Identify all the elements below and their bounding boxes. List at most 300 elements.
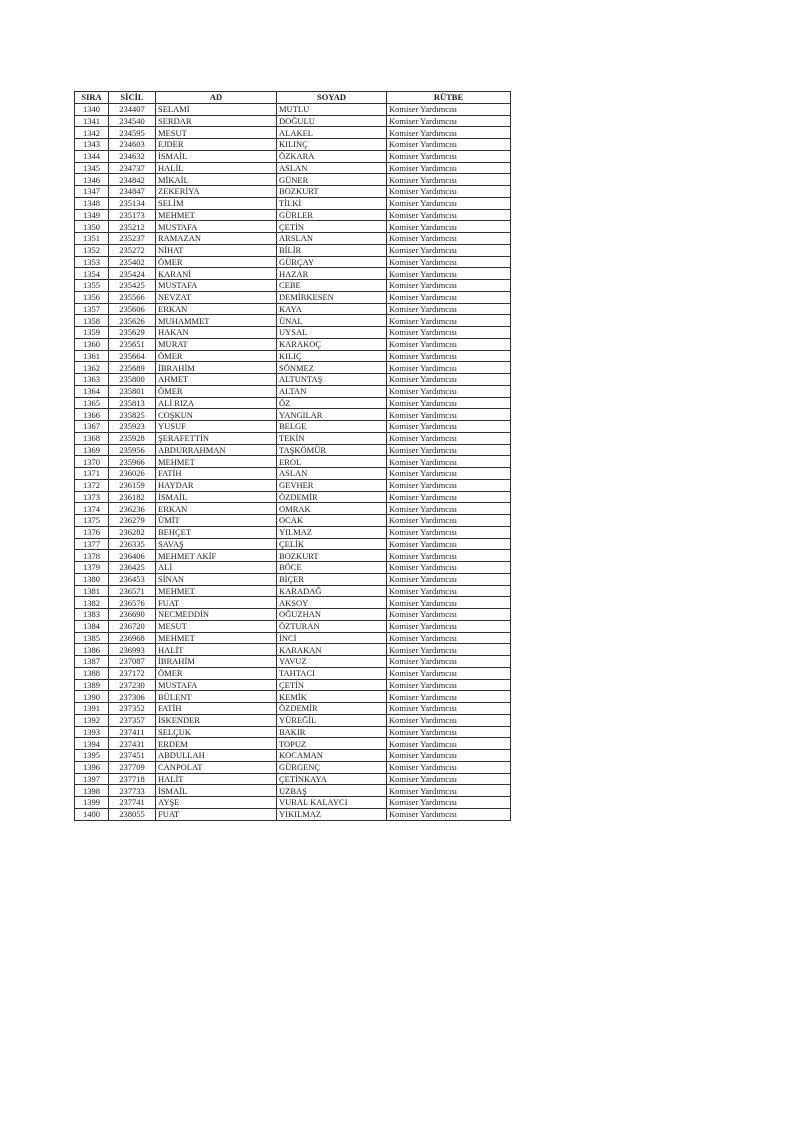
- table-row: [75, 679, 511, 691]
- cell-sira: 1360: [75, 338, 109, 350]
- table-row: [75, 761, 511, 773]
- cell-rutbe: Komiser Yardımcısı: [387, 268, 511, 280]
- table-row: [75, 409, 511, 421]
- cell-soyad: UYSAL: [277, 327, 387, 339]
- table-row: [75, 280, 511, 292]
- cell-sicil: 235800: [109, 374, 156, 386]
- cell-sicil: 235212: [109, 221, 156, 233]
- table-row: [75, 808, 511, 820]
- cell-sira: 1379: [75, 562, 109, 574]
- cell-sicil: 238055: [109, 808, 156, 820]
- table-row: [75, 303, 511, 315]
- cell-rutbe: Komiser Yardımcısı: [387, 644, 511, 656]
- table-header: [75, 92, 511, 104]
- cell-sicil: 235664: [109, 350, 156, 362]
- cell-rutbe: Komiser Yardımcısı: [387, 362, 511, 374]
- cell-sira: 1355: [75, 280, 109, 292]
- cell-soyad: TAŞKÖMÜR: [277, 444, 387, 456]
- cell-sicil: 235813: [109, 397, 156, 409]
- cell-ad: FATİH: [156, 468, 277, 480]
- cell-soyad: BELGE: [277, 421, 387, 433]
- cell-ad: MEHMET: [156, 456, 277, 468]
- cell-ad: ABDURRAHMAN: [156, 444, 277, 456]
- cell-rutbe: Komiser Yardımcısı: [387, 174, 511, 186]
- cell-rutbe: Komiser Yardımcısı: [387, 573, 511, 585]
- cell-soyad: ASLAN: [277, 162, 387, 174]
- table-row: [75, 597, 511, 609]
- cell-rutbe: Komiser Yardımcısı: [387, 550, 511, 562]
- cell-sicil: 236576: [109, 597, 156, 609]
- cell-soyad: TAHTACI: [277, 667, 387, 679]
- cell-ad: HALİT: [156, 773, 277, 785]
- table-row: [75, 421, 511, 433]
- cell-ad: İBRAHİM: [156, 656, 277, 668]
- cell-sira: 1400: [75, 808, 109, 820]
- table-row: [75, 397, 511, 409]
- cell-sicil: 236720: [109, 620, 156, 632]
- table-row: [75, 703, 511, 715]
- table-row: [75, 209, 511, 221]
- cell-sicil: 235424: [109, 268, 156, 280]
- table-row: [75, 327, 511, 339]
- table-row: [75, 291, 511, 303]
- cell-rutbe: Komiser Yardımcısı: [387, 421, 511, 433]
- cell-ad: KARANİ: [156, 268, 277, 280]
- cell-rutbe: Komiser Yardımcısı: [387, 526, 511, 538]
- cell-ad: HALİL: [156, 162, 277, 174]
- table-row: [75, 573, 511, 585]
- cell-sira: 1382: [75, 597, 109, 609]
- cell-sira: 1385: [75, 632, 109, 644]
- cell-rutbe: Komiser Yardımcısı: [387, 703, 511, 715]
- cell-sira: 1381: [75, 585, 109, 597]
- cell-soyad: ÖZDEMİR: [277, 491, 387, 503]
- cell-sicil: 237352: [109, 703, 156, 715]
- table-row: [75, 127, 511, 139]
- cell-rutbe: Komiser Yardımcısı: [387, 797, 511, 809]
- cell-soyad: ÇELİK: [277, 538, 387, 550]
- cell-sicil: 234540: [109, 115, 156, 127]
- cell-sicil: 237431: [109, 738, 156, 750]
- table-row: [75, 632, 511, 644]
- cell-sira: 1386: [75, 644, 109, 656]
- cell-rutbe: Komiser Yardımcısı: [387, 691, 511, 703]
- cell-sicil: 235237: [109, 233, 156, 245]
- cell-sicil: 235825: [109, 409, 156, 421]
- cell-sicil: 234842: [109, 174, 156, 186]
- table-row: [75, 256, 511, 268]
- cell-soyad: TEKİN: [277, 432, 387, 444]
- cell-sicil: 237741: [109, 797, 156, 809]
- table-row: [75, 503, 511, 515]
- cell-ad: ŞERAFETTİN: [156, 432, 277, 444]
- cell-soyad: KILINÇ: [277, 139, 387, 151]
- cell-rutbe: Komiser Yardımcısı: [387, 456, 511, 468]
- table-row: [75, 150, 511, 162]
- cell-ad: NİHAT: [156, 244, 277, 256]
- cell-sicil: 236026: [109, 468, 156, 480]
- cell-soyad: YANGILAR: [277, 409, 387, 421]
- table-row: [75, 103, 511, 115]
- cell-ad: İSMAİL: [156, 785, 277, 797]
- cell-sicil: 235966: [109, 456, 156, 468]
- cell-ad: NEVZAT: [156, 291, 277, 303]
- cell-sicil: 235801: [109, 385, 156, 397]
- cell-sira: 1354: [75, 268, 109, 280]
- cell-rutbe: Komiser Yardımcısı: [387, 562, 511, 574]
- cell-ad: COŞKUN: [156, 409, 277, 421]
- cell-rutbe: Komiser Yardımcısı: [387, 244, 511, 256]
- cell-sira: 1380: [75, 573, 109, 585]
- cell-rutbe: Komiser Yardımcısı: [387, 139, 511, 151]
- cell-rutbe: Komiser Yardımcısı: [387, 303, 511, 315]
- cell-rutbe: Komiser Yardımcısı: [387, 350, 511, 362]
- table-body: [75, 103, 511, 820]
- table-row: [75, 609, 511, 621]
- cell-soyad: GÜRGENÇ: [277, 761, 387, 773]
- table-row: [75, 197, 511, 209]
- cell-sira: 1345: [75, 162, 109, 174]
- cell-ad: İSMAİL: [156, 491, 277, 503]
- cell-sicil: 235606: [109, 303, 156, 315]
- cell-soyad: AKSOY: [277, 597, 387, 609]
- table-row: [75, 785, 511, 797]
- cell-rutbe: Komiser Yardımcısı: [387, 585, 511, 597]
- table-row: [75, 479, 511, 491]
- cell-sicil: 235928: [109, 432, 156, 444]
- cell-ad: MESUT: [156, 127, 277, 139]
- cell-sicil: 236279: [109, 515, 156, 527]
- cell-sira: 1376: [75, 526, 109, 538]
- cell-rutbe: Komiser Yardımcısı: [387, 186, 511, 198]
- cell-sira: 1359: [75, 327, 109, 339]
- cell-soyad: ASLAN: [277, 468, 387, 480]
- cell-sicil: 236236: [109, 503, 156, 515]
- cell-rutbe: Komiser Yardımcısı: [387, 397, 511, 409]
- cell-rutbe: Komiser Yardımcısı: [387, 785, 511, 797]
- cell-soyad: İNCİ: [277, 632, 387, 644]
- cell-rutbe: Komiser Yardımcısı: [387, 714, 511, 726]
- cell-ad: NECMEDDİN: [156, 609, 277, 621]
- table-row: [75, 468, 511, 480]
- header-sicil: SİCİL: [109, 92, 156, 104]
- cell-rutbe: Komiser Yardımcısı: [387, 291, 511, 303]
- table-row: [75, 797, 511, 809]
- cell-sira: 1397: [75, 773, 109, 785]
- cell-sicil: 234632: [109, 150, 156, 162]
- cell-soyad: YÜREĞİL: [277, 714, 387, 726]
- cell-rutbe: Komiser Yardımcısı: [387, 515, 511, 527]
- cell-rutbe: Komiser Yardımcısı: [387, 808, 511, 820]
- cell-ad: BEHÇET: [156, 526, 277, 538]
- cell-rutbe: Komiser Yardımcısı: [387, 479, 511, 491]
- cell-soyad: ALAKEL: [277, 127, 387, 139]
- cell-soyad: OMRAK: [277, 503, 387, 515]
- cell-ad: ÖMER: [156, 385, 277, 397]
- cell-rutbe: Komiser Yardımcısı: [387, 127, 511, 139]
- cell-soyad: ÇETİN: [277, 221, 387, 233]
- cell-ad: ALİ: [156, 562, 277, 574]
- cell-rutbe: Komiser Yardımcısı: [387, 620, 511, 632]
- cell-ad: AHMET: [156, 374, 277, 386]
- cell-soyad: DEMİRKESEN: [277, 291, 387, 303]
- cell-soyad: YAVUZ: [277, 656, 387, 668]
- cell-sicil: 236182: [109, 491, 156, 503]
- cell-rutbe: Komiser Yardımcısı: [387, 761, 511, 773]
- cell-soyad: OĞUZHAN: [277, 609, 387, 621]
- cell-ad: MUSTAFA: [156, 679, 277, 691]
- cell-sira: 1363: [75, 374, 109, 386]
- table-row: [75, 726, 511, 738]
- cell-sira: 1348: [75, 197, 109, 209]
- cell-sicil: 237306: [109, 691, 156, 703]
- cell-soyad: UZBAŞ: [277, 785, 387, 797]
- cell-sira: 1384: [75, 620, 109, 632]
- cell-soyad: ÖZKARA: [277, 150, 387, 162]
- cell-sira: 1395: [75, 750, 109, 762]
- cell-soyad: ALTUNTAŞ: [277, 374, 387, 386]
- cell-ad: MUHAMMET: [156, 315, 277, 327]
- cell-rutbe: Komiser Yardımcısı: [387, 538, 511, 550]
- cell-ad: HAYDAR: [156, 479, 277, 491]
- cell-sira: 1373: [75, 491, 109, 503]
- cell-ad: AYŞE: [156, 797, 277, 809]
- cell-ad: İSKENDER: [156, 714, 277, 726]
- cell-ad: ÖMER: [156, 350, 277, 362]
- cell-ad: MUSTAFA: [156, 221, 277, 233]
- table-row: [75, 620, 511, 632]
- cell-ad: ALİ RIZA: [156, 397, 277, 409]
- cell-sicil: 235425: [109, 280, 156, 292]
- cell-rutbe: Komiser Yardımcısı: [387, 221, 511, 233]
- cell-ad: MEHMET: [156, 585, 277, 597]
- cell-rutbe: Komiser Yardımcısı: [387, 679, 511, 691]
- cell-sira: 1349: [75, 209, 109, 221]
- cell-rutbe: Komiser Yardımcısı: [387, 409, 511, 421]
- cell-sicil: 235626: [109, 315, 156, 327]
- cell-ad: SAVAŞ: [156, 538, 277, 550]
- table-row: [75, 338, 511, 350]
- cell-sicil: 235402: [109, 256, 156, 268]
- cell-rutbe: Komiser Yardımcısı: [387, 667, 511, 679]
- personnel-list-sheet: [74, 91, 510, 821]
- cell-sicil: 235689: [109, 362, 156, 374]
- cell-rutbe: Komiser Yardımcısı: [387, 609, 511, 621]
- cell-ad: HALİT: [156, 644, 277, 656]
- cell-sira: 1347: [75, 186, 109, 198]
- cell-rutbe: Komiser Yardımcısı: [387, 280, 511, 292]
- cell-ad: HAKAN: [156, 327, 277, 339]
- table-row: [75, 714, 511, 726]
- cell-sira: 1377: [75, 538, 109, 550]
- cell-sicil: 234407: [109, 103, 156, 115]
- cell-sicil: 234737: [109, 162, 156, 174]
- cell-soyad: KARAKOÇ: [277, 338, 387, 350]
- cell-sicil: 235272: [109, 244, 156, 256]
- cell-sicil: 236690: [109, 609, 156, 621]
- cell-rutbe: Komiser Yardımcısı: [387, 597, 511, 609]
- cell-ad: İSMAİL: [156, 150, 277, 162]
- cell-ad: ÜMİT: [156, 515, 277, 527]
- cell-sicil: 237230: [109, 679, 156, 691]
- cell-soyad: VURAL KALAYCI: [277, 797, 387, 809]
- cell-sicil: 235629: [109, 327, 156, 339]
- cell-sira: 1371: [75, 468, 109, 480]
- cell-sicil: 236571: [109, 585, 156, 597]
- cell-soyad: EROL: [277, 456, 387, 468]
- cell-sira: 1343: [75, 139, 109, 151]
- cell-sicil: 236335: [109, 538, 156, 550]
- cell-soyad: CEBE: [277, 280, 387, 292]
- cell-soyad: KEMİK: [277, 691, 387, 703]
- table-row: [75, 773, 511, 785]
- cell-sicil: 235134: [109, 197, 156, 209]
- cell-sira: 1358: [75, 315, 109, 327]
- cell-rutbe: Komiser Yardımcısı: [387, 726, 511, 738]
- cell-ad: SERDAR: [156, 115, 277, 127]
- cell-sira: 1342: [75, 127, 109, 139]
- cell-sira: 1378: [75, 550, 109, 562]
- cell-soyad: YILMAZ: [277, 526, 387, 538]
- cell-ad: EJDER: [156, 139, 277, 151]
- table-row: [75, 362, 511, 374]
- table-row: [75, 667, 511, 679]
- cell-rutbe: Komiser Yardımcısı: [387, 162, 511, 174]
- table-row: [75, 738, 511, 750]
- cell-sicil: 236993: [109, 644, 156, 656]
- cell-sicil: 236425: [109, 562, 156, 574]
- cell-sira: 1356: [75, 291, 109, 303]
- cell-ad: BÜLENT: [156, 691, 277, 703]
- cell-sira: 1369: [75, 444, 109, 456]
- cell-ad: ÖMER: [156, 667, 277, 679]
- cell-sira: 1361: [75, 350, 109, 362]
- table-row: [75, 491, 511, 503]
- cell-rutbe: Komiser Yardımcısı: [387, 256, 511, 268]
- header-ad: AD: [156, 92, 277, 104]
- cell-sira: 1340: [75, 103, 109, 115]
- cell-soyad: ALTAN: [277, 385, 387, 397]
- cell-ad: MEHMET: [156, 209, 277, 221]
- cell-ad: SİNAN: [156, 573, 277, 585]
- cell-sira: 1351: [75, 233, 109, 245]
- cell-soyad: BAKIR: [277, 726, 387, 738]
- cell-sicil: 234847: [109, 186, 156, 198]
- cell-ad: MEHMET AKİF: [156, 550, 277, 562]
- cell-soyad: GÜRLER: [277, 209, 387, 221]
- cell-sicil: 235956: [109, 444, 156, 456]
- cell-ad: FUAT: [156, 808, 277, 820]
- cell-rutbe: Komiser Yardımcısı: [387, 233, 511, 245]
- table-row: [75, 315, 511, 327]
- cell-soyad: HAZAR: [277, 268, 387, 280]
- table-row: [75, 432, 511, 444]
- cell-rutbe: Komiser Yardımcısı: [387, 773, 511, 785]
- cell-soyad: KOCAMAN: [277, 750, 387, 762]
- cell-soyad: YIKILMAZ: [277, 808, 387, 820]
- cell-rutbe: Komiser Yardımcısı: [387, 103, 511, 115]
- cell-sira: 1362: [75, 362, 109, 374]
- table-row: [75, 644, 511, 656]
- table-row: [75, 562, 511, 574]
- cell-sira: 1387: [75, 656, 109, 668]
- header-row: [75, 92, 511, 104]
- header-sira: SIRA: [75, 92, 109, 104]
- cell-sira: 1350: [75, 221, 109, 233]
- cell-sicil: 235566: [109, 291, 156, 303]
- cell-sicil: 235923: [109, 421, 156, 433]
- cell-ad: SELAMİ: [156, 103, 277, 115]
- cell-sira: 1357: [75, 303, 109, 315]
- cell-sira: 1392: [75, 714, 109, 726]
- cell-soyad: ARSLAN: [277, 233, 387, 245]
- cell-ad: İBRAHİM: [156, 362, 277, 374]
- cell-ad: YUSUF: [156, 421, 277, 433]
- cell-sira: 1396: [75, 761, 109, 773]
- cell-sira: 1367: [75, 421, 109, 433]
- cell-rutbe: Komiser Yardımcısı: [387, 209, 511, 221]
- header-rutbe: RÜTBE: [387, 92, 511, 104]
- table-row: [75, 233, 511, 245]
- cell-rutbe: Komiser Yardımcısı: [387, 115, 511, 127]
- cell-sira: 1398: [75, 785, 109, 797]
- cell-sira: 1394: [75, 738, 109, 750]
- cell-sira: 1393: [75, 726, 109, 738]
- cell-soyad: KARAKAN: [277, 644, 387, 656]
- cell-soyad: KAYA: [277, 303, 387, 315]
- table-row: [75, 526, 511, 538]
- table-row: [75, 374, 511, 386]
- cell-rutbe: Komiser Yardımcısı: [387, 632, 511, 644]
- cell-sicil: 237357: [109, 714, 156, 726]
- cell-ad: FATİH: [156, 703, 277, 715]
- cell-sira: 1344: [75, 150, 109, 162]
- cell-sira: 1391: [75, 703, 109, 715]
- cell-sira: 1389: [75, 679, 109, 691]
- cell-soyad: DOĞULU: [277, 115, 387, 127]
- cell-rutbe: Komiser Yardımcısı: [387, 150, 511, 162]
- cell-soyad: GÜRÇAY: [277, 256, 387, 268]
- cell-soyad: OCAK: [277, 515, 387, 527]
- table-row: [75, 550, 511, 562]
- personnel-table: [74, 91, 511, 821]
- cell-ad: MEHMET: [156, 632, 277, 644]
- cell-rutbe: Komiser Yardımcısı: [387, 491, 511, 503]
- cell-sicil: 237451: [109, 750, 156, 762]
- cell-ad: MESUT: [156, 620, 277, 632]
- table-row: [75, 139, 511, 151]
- cell-sicil: 237411: [109, 726, 156, 738]
- cell-sira: 1390: [75, 691, 109, 703]
- cell-rutbe: Komiser Yardımcısı: [387, 432, 511, 444]
- cell-rutbe: Komiser Yardımcısı: [387, 468, 511, 480]
- cell-rutbe: Komiser Yardımcısı: [387, 503, 511, 515]
- cell-ad: SELÇUK: [156, 726, 277, 738]
- cell-soyad: ÇETİNKAYA: [277, 773, 387, 785]
- cell-ad: ERDEM: [156, 738, 277, 750]
- cell-ad: FUAT: [156, 597, 277, 609]
- cell-sicil: 237087: [109, 656, 156, 668]
- table-row: [75, 444, 511, 456]
- cell-rutbe: Komiser Yardımcısı: [387, 315, 511, 327]
- cell-soyad: ÖZTURAN: [277, 620, 387, 632]
- table-row: [75, 538, 511, 550]
- cell-ad: ERKAN: [156, 503, 277, 515]
- cell-sira: 1399: [75, 797, 109, 809]
- cell-soyad: MUTLU: [277, 103, 387, 115]
- table-row: [75, 456, 511, 468]
- table-row: [75, 656, 511, 668]
